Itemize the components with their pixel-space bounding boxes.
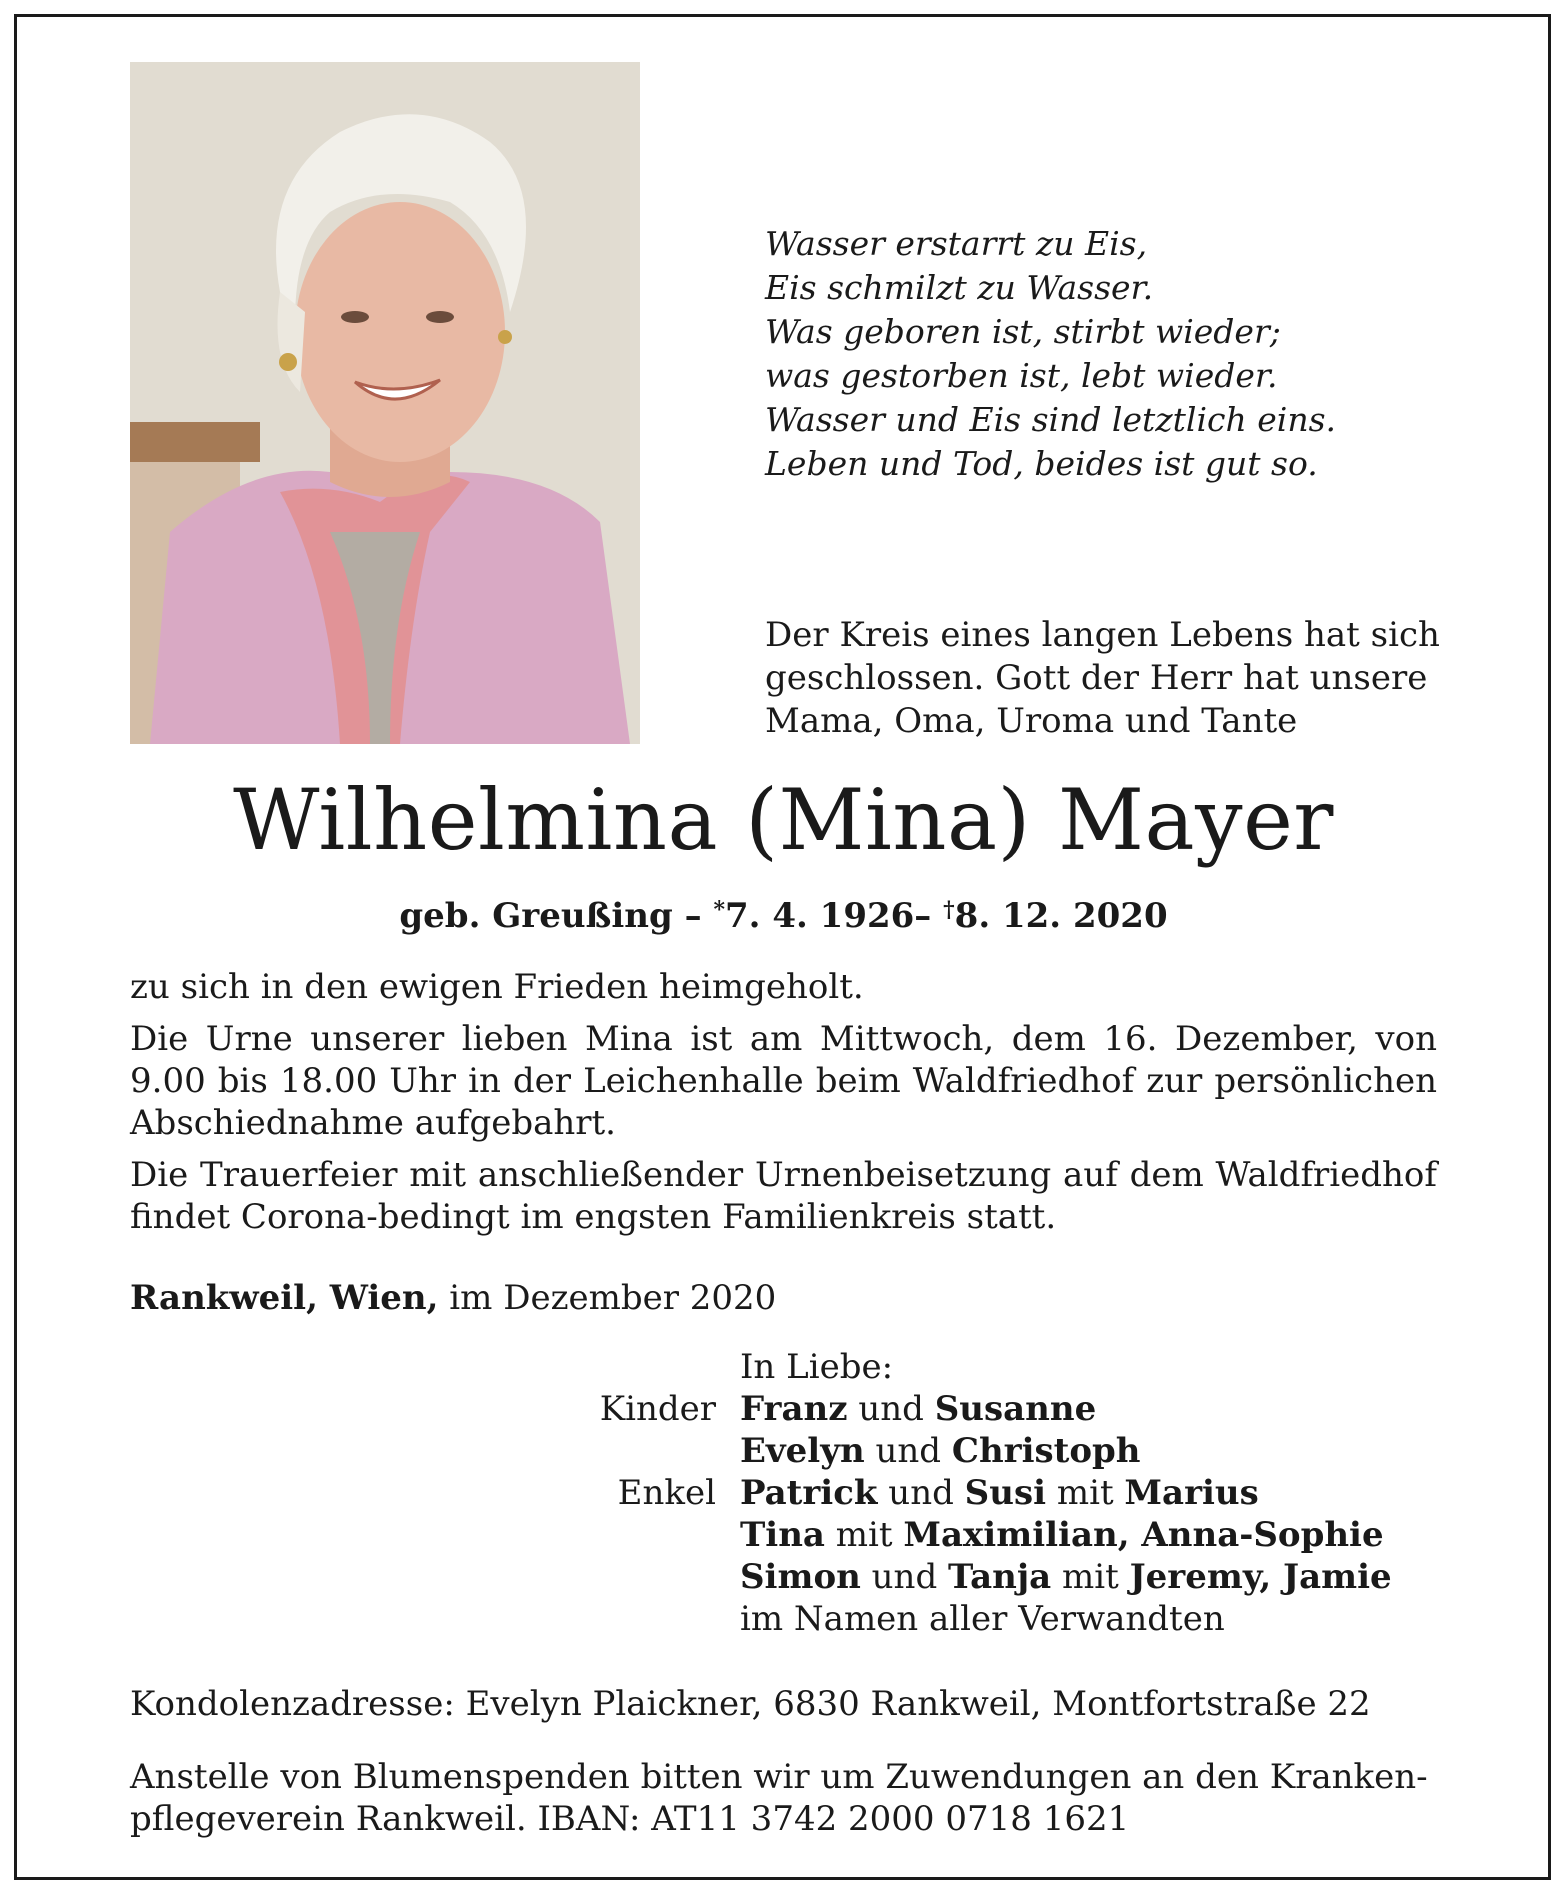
role-label-enkel: Enkel — [617, 1473, 716, 1513]
donation-line: Anstelle von Blumenspenden bitten wir um Zuwendungen an den Kranken- — [130, 1757, 1428, 1797]
separator: – — [684, 896, 702, 936]
body-paragraph: zu sich in den ewigen Frieden heimgeholt. — [130, 967, 864, 1007]
maiden-name: geb. Greußing — [399, 896, 673, 936]
mourner-name: Jeremy, Jamie — [1129, 1557, 1392, 1597]
connector: mit — [835, 1515, 893, 1555]
list-item — [540, 1598, 1392, 1640]
portrait-photo — [130, 62, 640, 744]
list-item — [540, 1430, 1392, 1472]
donation-note — [130, 1756, 1437, 1840]
mourner-name: Maximilian, Anna-Sophie — [903, 1515, 1384, 1555]
poem-line: Wasser und Eis sind letztlich eins. — [765, 400, 1337, 439]
poem-line: Eis schmilzt zu Wasser. — [765, 268, 1154, 307]
body-paragraph: Die Urne unserer lieben Mina ist am Mittwoch, dem 16. Dezember, von 9.00 bis 18.00 Uhr in der Leichenhalle beim Waldfriedhof zur persönlichen Abschiednahme aufgebahrt. — [130, 1019, 1437, 1143]
intro-line: Der Kreis eines langen Lebens hat sich — [765, 615, 1440, 655]
mourner-name: Franz — [740, 1389, 848, 1429]
mourners-heading: In Liebe: — [740, 1347, 894, 1387]
mourner-name: Evelyn — [740, 1431, 865, 1471]
poem-line: Was geboren ist, stirbt wieder; — [765, 312, 1281, 351]
closing-line: im Namen aller Verwandten — [740, 1599, 1225, 1639]
birth-death-line — [0, 888, 1567, 938]
mourner-name: Simon — [740, 1557, 861, 1597]
role-label — [540, 1346, 740, 1388]
death-date: 8. 12. 2020 — [954, 896, 1168, 936]
list-item — [540, 1346, 1392, 1388]
connector: mit — [1056, 1473, 1114, 1513]
poem — [765, 222, 1336, 486]
body-paragraph: Die Trauerfeier mit anschließender Urnenbeisetzung auf dem Waldfriedhof findet Corona-bedingt im engsten Familienkreis statt. — [130, 1155, 1437, 1237]
connector: und — [871, 1557, 938, 1597]
list-item — [540, 1388, 1392, 1430]
connector: und — [858, 1389, 924, 1429]
mourner-names — [740, 1514, 1384, 1556]
place-cities: Rankweil, Wien, — [130, 1278, 439, 1318]
mourner-name: Marius — [1124, 1473, 1259, 1513]
role-label — [540, 1556, 740, 1598]
mourner-name: Tanja — [948, 1557, 1052, 1597]
separator: – — [914, 896, 932, 936]
mourner-names — [740, 1430, 1141, 1472]
role-label — [540, 1598, 740, 1640]
role-label — [540, 1514, 740, 1556]
mourners-list — [540, 1346, 1392, 1640]
connector: und — [875, 1431, 942, 1471]
connector: und — [888, 1473, 954, 1513]
mourner-names — [740, 1388, 1096, 1430]
mourner-name: Patrick — [740, 1473, 878, 1513]
list-item — [540, 1556, 1392, 1598]
announcement-body — [130, 966, 1437, 1248]
mourner-names — [740, 1472, 1259, 1514]
donation-line: pflegeverein Rankweil. IBAN: AT11 3742 2000 0718 1621 — [130, 1799, 1130, 1839]
death-symbol: † — [943, 897, 955, 923]
poem-line: was gestorben ist, lebt wieder. — [765, 356, 1278, 395]
role-label — [540, 1430, 740, 1472]
poem-line: Leben und Tod, beides ist gut so. — [765, 444, 1318, 483]
intro-line: Mama, Oma, Uroma und Tante — [765, 701, 1298, 741]
condolence-address: Kondolenzadresse: Evelyn Plaickner, 6830 Rankweil, Montfortstraße 22 — [130, 1684, 1371, 1724]
role-label-kinder: Kinder — [599, 1389, 716, 1429]
intro-text — [765, 614, 1445, 743]
mourner-name: Susi — [964, 1473, 1047, 1513]
mourner-name: Susanne — [934, 1389, 1097, 1429]
birth-symbol: * — [713, 897, 725, 923]
mourner-name: Tina — [740, 1515, 825, 1555]
place-date-line — [130, 1276, 776, 1320]
mourner-name: Christoph — [951, 1431, 1141, 1471]
birth-date: 7. 4. 1926 — [725, 896, 915, 936]
connector: mit — [1061, 1557, 1119, 1597]
poem-line: Wasser erstarrt zu Eis, — [765, 224, 1148, 263]
list-item — [540, 1472, 1392, 1514]
list-item — [540, 1514, 1392, 1556]
deceased-name: Wilhelmina (Mina) Mayer — [233, 771, 1334, 869]
mourner-names — [740, 1556, 1392, 1598]
portrait-photo-icon — [130, 62, 640, 744]
intro-line: geschlossen. Gott der Herr hat unsere — [765, 658, 1428, 698]
place-date: im Dezember 2020 — [449, 1278, 777, 1318]
